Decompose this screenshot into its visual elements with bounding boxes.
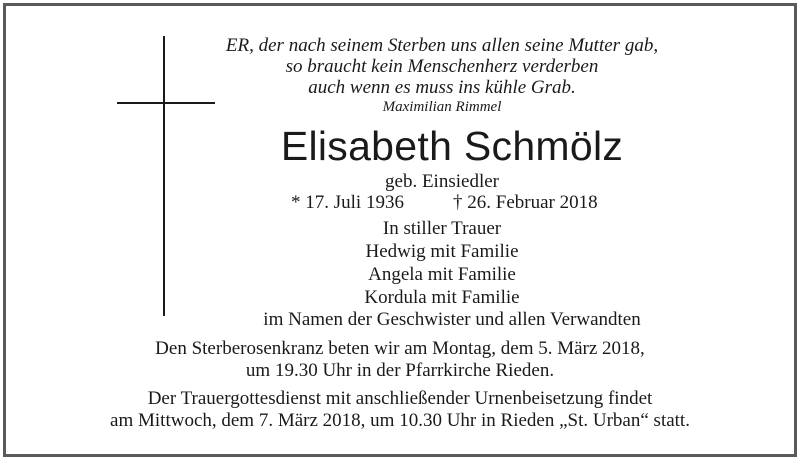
mourner-closing: im Namen der Geschwister und allen Verwandten bbox=[263, 309, 641, 330]
cross-icon-beam bbox=[117, 102, 215, 104]
poem-line-2: so braucht kein Menschenherz verderben bbox=[285, 56, 599, 77]
death-date: † 26. Februar 2018 bbox=[453, 192, 598, 213]
poem-author: Maximilian Rimmel bbox=[382, 99, 502, 115]
funeral-line-2: am Mittwoch, dem 7. März 2018, um 10.30 Uhr in Rieden „St. Urban“ statt. bbox=[110, 410, 690, 431]
mourner-3: Kordula mit Familie bbox=[364, 287, 520, 308]
rosary-line-2: um 19.30 Uhr in der Pfarrkirche Rieden. bbox=[245, 360, 555, 381]
poem-line-1: ER, der nach seinem Sterben uns allen seine Mutter gab, bbox=[225, 35, 659, 56]
mourner-1: Hedwig mit Familie bbox=[365, 241, 519, 262]
funeral-line-1: Der Trauergottesdienst mit anschließender Urnenbeisetzung findet bbox=[147, 388, 653, 409]
rosary-line-1: Den Sterberosenkranz beten wir am Montag, dem 5. März 2018, bbox=[155, 338, 645, 359]
birth-date: * 17. Juli 1936 bbox=[291, 192, 404, 213]
cross-icon bbox=[163, 36, 165, 316]
maiden-name: geb. Einsiedler bbox=[385, 171, 499, 192]
deceased-name: Elisabeth Schmölz bbox=[280, 123, 624, 169]
poem-line-3: auch wenn es muss ins kühle Grab. bbox=[308, 77, 576, 98]
mourner-2: Angela mit Familie bbox=[368, 264, 516, 285]
mourning-intro: In stiller Trauer bbox=[382, 218, 502, 239]
